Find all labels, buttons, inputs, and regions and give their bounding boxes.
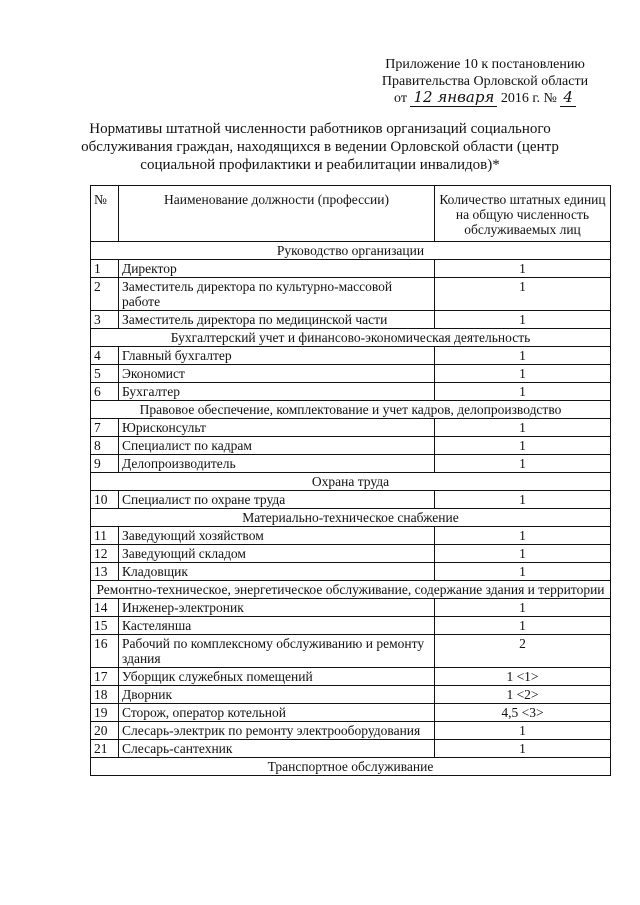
appendix-line-2: Правительства Орловской области	[381, 74, 589, 89]
row-position: Специалист по кадрам	[119, 437, 435, 455]
title-line-3: социальной профилактики и реабилитации инвалидов)*	[140, 157, 500, 173]
table-row	[91, 668, 611, 686]
row-quantity: 1	[435, 455, 611, 473]
table-row	[91, 383, 611, 401]
col-header-position: Наименование должности (профессии)	[119, 186, 435, 242]
row-quantity: 1	[435, 311, 611, 329]
row-position: Слесарь-электрик по ремонту электрооборудования	[119, 722, 435, 740]
handwritten-number: 4	[560, 88, 576, 107]
row-position: Уборщик служебных помещений	[119, 668, 435, 686]
row-quantity: 1	[435, 437, 611, 455]
section-row	[91, 581, 611, 599]
row-number: 21	[91, 740, 119, 758]
table-row	[91, 260, 611, 278]
table-row	[91, 419, 611, 437]
table-row	[91, 722, 611, 740]
col-header-quantity: Количество штатных единиц на общую численность обслуживаемых лиц	[435, 186, 611, 242]
row-position: Экономист	[119, 365, 435, 383]
row-quantity: 1	[435, 347, 611, 365]
section-row	[91, 329, 611, 347]
row-number: 6	[91, 383, 119, 401]
section-row	[91, 509, 611, 527]
table-row	[91, 686, 611, 704]
row-position: Главный бухгалтер	[119, 347, 435, 365]
row-position: Кастелянша	[119, 617, 435, 635]
section-title: Правовое обеспечение, комплектование и учет кадров, делопроизводство	[91, 401, 611, 419]
row-number: 15	[91, 617, 119, 635]
section-title: Ремонтно-техническое, энергетическое обслуживание, содержание здания и территории	[91, 581, 611, 599]
row-number: 4	[91, 347, 119, 365]
row-number: 14	[91, 599, 119, 617]
row-quantity: 1 <1>	[435, 668, 611, 686]
row-number: 5	[91, 365, 119, 383]
row-number: 13	[91, 563, 119, 581]
row-number: 18	[91, 686, 119, 704]
table-row	[91, 347, 611, 365]
year-label: 2016 г. №	[500, 91, 557, 106]
row-quantity: 1	[435, 545, 611, 563]
row-position: Слесарь-сантехник	[119, 740, 435, 758]
appendix-date-line	[360, 90, 610, 107]
row-number: 12	[91, 545, 119, 563]
section-row	[91, 758, 611, 776]
handwritten-date: 12 января	[410, 88, 497, 107]
row-number: 9	[91, 455, 119, 473]
row-quantity: 1 <2>	[435, 686, 611, 704]
row-position: Заведующий хозяйством	[119, 527, 435, 545]
section-title: Бухгалтерский учет и финансово-экономическая деятельность	[91, 329, 611, 347]
row-quantity: 1	[435, 383, 611, 401]
section-row	[91, 242, 611, 260]
staffing-table	[90, 185, 611, 776]
title-line-1: Нормативы штатной численности работников организаций социального	[89, 121, 551, 137]
document-title	[60, 120, 580, 174]
table-row	[91, 563, 611, 581]
table-body	[91, 242, 611, 776]
row-quantity: 2	[435, 635, 611, 668]
table-row	[91, 311, 611, 329]
row-quantity: 1	[435, 491, 611, 509]
row-number: 8	[91, 437, 119, 455]
row-number: 19	[91, 704, 119, 722]
row-position: Дворник	[119, 686, 435, 704]
table-row	[91, 365, 611, 383]
date-prefix: от	[394, 91, 407, 106]
row-number: 7	[91, 419, 119, 437]
table-row	[91, 599, 611, 617]
section-title: Руководство организации	[91, 242, 611, 260]
section-title: Материально-техническое снабжение	[91, 509, 611, 527]
row-position: Сторож, оператор котельной	[119, 704, 435, 722]
table-row	[91, 491, 611, 509]
row-quantity: 1	[435, 260, 611, 278]
row-number: 11	[91, 527, 119, 545]
row-number: 3	[91, 311, 119, 329]
table-row	[91, 455, 611, 473]
row-quantity: 1	[435, 599, 611, 617]
section-row	[91, 473, 611, 491]
row-number: 16	[91, 635, 119, 668]
row-position: Рабочий по комплексному обслуживанию и ремонту здания	[119, 635, 435, 668]
row-quantity: 1	[435, 527, 611, 545]
table-row	[91, 278, 611, 311]
table-row	[91, 617, 611, 635]
section-title: Охрана труда	[91, 473, 611, 491]
row-position: Делопроизводитель	[119, 455, 435, 473]
row-quantity: 1	[435, 365, 611, 383]
row-position: Заместитель директора по медицинской части	[119, 311, 435, 329]
row-position: Директор	[119, 260, 435, 278]
section-row	[91, 401, 611, 419]
row-position: Бухгалтер	[119, 383, 435, 401]
row-quantity: 1	[435, 563, 611, 581]
row-position: Заведующий складом	[119, 545, 435, 563]
row-quantity: 1	[435, 419, 611, 437]
row-quantity: 4,5 <3>	[435, 704, 611, 722]
table-row	[91, 437, 611, 455]
table-row	[91, 527, 611, 545]
section-title: Транспортное обслуживание	[91, 758, 611, 776]
row-number: 20	[91, 722, 119, 740]
appendix-header	[360, 56, 610, 107]
row-position: Кладовщик	[119, 563, 435, 581]
row-position: Специалист по охране труда	[119, 491, 435, 509]
table-row	[91, 635, 611, 668]
row-quantity: 1	[435, 278, 611, 311]
row-number: 10	[91, 491, 119, 509]
row-number: 1	[91, 260, 119, 278]
col-header-number: №	[91, 186, 119, 242]
row-position: Заместитель директора по культурно-массовой работе	[119, 278, 435, 311]
table-row	[91, 545, 611, 563]
row-position: Юрисконсульт	[119, 419, 435, 437]
title-line-2: обслуживания граждан, находящихся в ведении Орловской области (центр	[81, 139, 559, 155]
row-quantity: 1	[435, 740, 611, 758]
row-quantity: 1	[435, 722, 611, 740]
row-number: 2	[91, 278, 119, 311]
table-row	[91, 704, 611, 722]
row-position: Инженер-электроник	[119, 599, 435, 617]
row-quantity: 1	[435, 617, 611, 635]
appendix-line-1: Приложение 10 к постановлению	[385, 57, 585, 72]
table-header-row	[91, 186, 611, 242]
row-number: 17	[91, 668, 119, 686]
table-row	[91, 740, 611, 758]
